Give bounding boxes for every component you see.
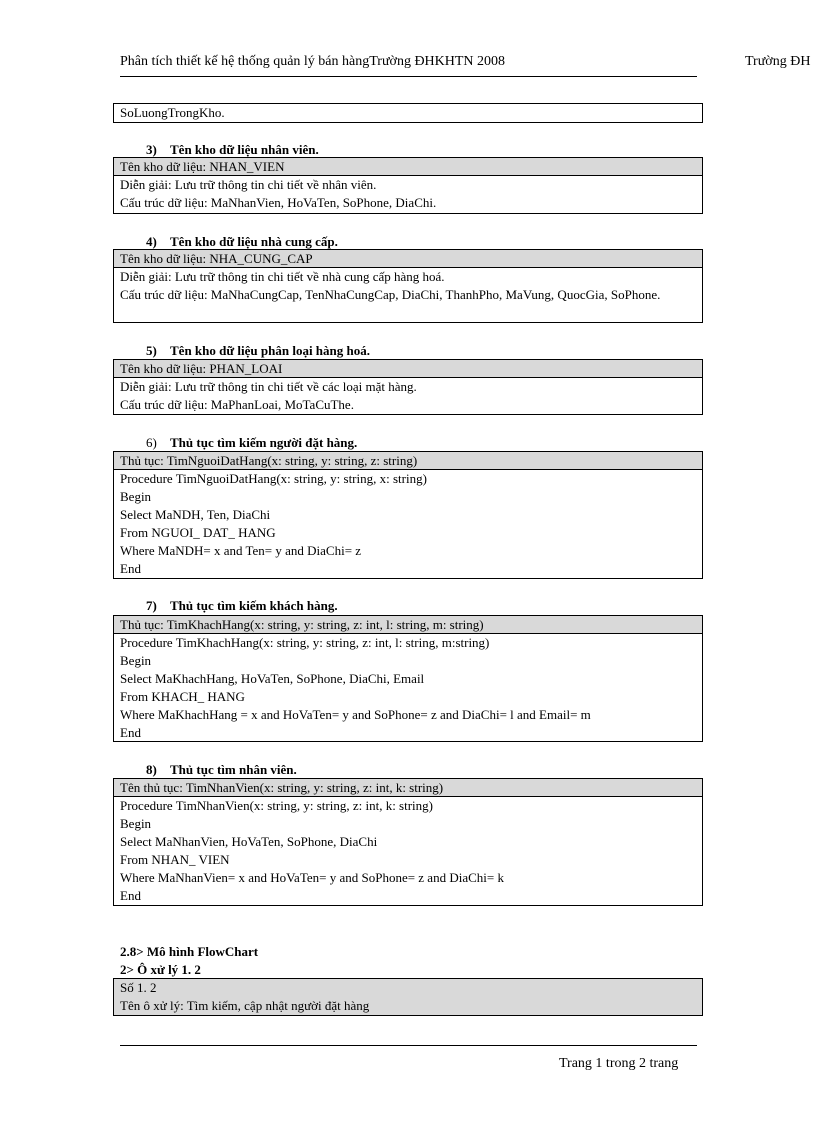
page-number: Trang 1 trong 2 trang xyxy=(559,1056,679,1071)
code-line: Begin xyxy=(120,816,152,831)
code-line: Procedure TimNhanVien(x: string, y: string, z: int, k: string) xyxy=(120,798,434,813)
continuation-line: SoLuongTrongKho. xyxy=(120,105,225,120)
code-line: Where MaNhanVien= x and HoVaTen= y and SoPhone= z and DiaChi= k xyxy=(120,870,504,885)
section-3-head: Tên kho dữ liệu: NHAN_VIEN xyxy=(114,158,702,176)
footer-rule xyxy=(120,1045,697,1046)
code-line: Select MaKhachHang, HoVaTen, SoPhone, DiaChi, Email xyxy=(120,671,425,686)
code-line: Where MaNDH= x and Ten= y and DiaChi= z xyxy=(120,543,362,558)
code-line: Where MaKhachHang = x and HoVaTen= y and SoPhone= z and DiaChi= l and Email= m xyxy=(120,707,591,722)
section-6-box xyxy=(113,451,703,579)
page-header-school: Trường ĐH xyxy=(745,54,811,69)
section-5-line: Cấu trúc dữ liệu: MaPhanLoai, MoTaCuThe. xyxy=(120,397,354,412)
code-line: From NGUOI_ DAT_ HANG xyxy=(120,525,276,540)
code-line: Select MaNDH, Ten, DiaChi xyxy=(120,507,271,522)
continuation-box xyxy=(113,103,703,123)
section-5-line: Diễn giải: Lưu trữ thông tin chi tiết về các loại mặt hàng. xyxy=(120,379,417,394)
section-4-line: Cấu trúc dữ liệu: MaNhaCungCap, TenNhaCungCap, DiaChi, ThanhPho, MaVung, QuocGia, SoPhone. xyxy=(120,287,661,302)
section-4-box xyxy=(113,249,703,323)
section-8-head: Tên thủ tục: TimNhanVien(x: string, y: string, z: int, k: string) xyxy=(114,779,702,797)
flowchart-box xyxy=(113,978,703,1016)
section-7-title: 7) Thủ tục tìm kiếm khách hàng. xyxy=(146,598,338,613)
code-line: From NHAN_ VIEN xyxy=(120,852,230,867)
section-5-title: 5) Tên kho dữ liệu phân loại hàng hoá. xyxy=(146,343,370,358)
code-line: From KHACH_ HANG xyxy=(120,689,245,704)
section-3-title: 3) Tên kho dữ liệu nhân viên. xyxy=(146,142,319,157)
section-6-head: Thủ tục: TimNguoiDatHang(x: string, y: string, z: string) xyxy=(114,452,702,470)
code-line: Begin xyxy=(120,489,152,504)
code-line: End xyxy=(120,725,141,740)
section-8-title: 8) Thủ tục tìm nhân viên. xyxy=(146,762,297,777)
section-5-box xyxy=(113,359,703,415)
code-line: Begin xyxy=(120,653,152,668)
code-line: Select MaNhanVien, HoVaTen, SoPhone, DiaChi xyxy=(120,834,378,849)
flowchart-subheading: 2> Ô xử lý 1. 2 xyxy=(120,962,201,977)
code-line: Procedure TimKhachHang(x: string, y: string, z: int, l: string, m:string) xyxy=(120,635,490,650)
section-3-line: Diễn giải: Lưu trữ thông tin chi tiết về nhân viên. xyxy=(120,177,377,192)
section-7-head: Thủ tục: TimKhachHang(x: string, y: string, z: int, l: string, m: string) xyxy=(114,616,702,634)
section-4-line: Diễn giải: Lưu trữ thông tin chi tiết về nhà cung cấp hàng hoá. xyxy=(120,269,445,284)
page-header-title: Phân tích thiết kế hệ thống quản lý bán hàngTrường ĐHKHTN 2008 xyxy=(120,54,506,69)
flowchart-box-line: Tên ô xử lý: Tìm kiếm, cập nhật người đặt hàng xyxy=(120,998,370,1013)
code-line: Procedure TimNguoiDatHang(x: string, y: string, x: string) xyxy=(120,471,427,486)
section-3-box xyxy=(113,157,703,214)
section-6-title: 6) Thủ tục tìm kiếm người đặt hàng. xyxy=(146,435,358,450)
section-4-head: Tên kho dữ liệu: NHA_CUNG_CAP xyxy=(114,250,702,268)
section-8-box xyxy=(113,778,703,906)
flowchart-box-number: Số 1. 2 xyxy=(120,980,157,995)
section-5-head: Tên kho dữ liệu: PHAN_LOAI xyxy=(114,360,702,378)
section-3-line: Cấu trúc dữ liệu: MaNhanVien, HoVaTen, SoPhone, DiaChi. xyxy=(120,195,437,210)
flowchart-heading: 2.8> Mô hình FlowChart xyxy=(120,944,259,959)
header-rule xyxy=(120,76,697,77)
section-7-box xyxy=(113,615,703,742)
code-line: End xyxy=(120,561,141,576)
code-line: End xyxy=(120,888,141,903)
section-4-title: 4) Tên kho dữ liệu nhà cung cấp. xyxy=(146,234,338,249)
